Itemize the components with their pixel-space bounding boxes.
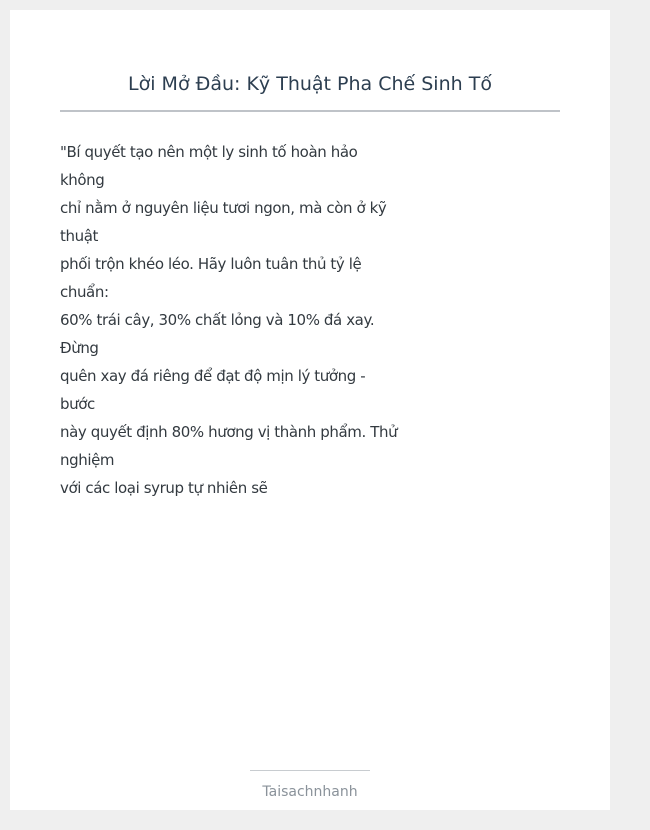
page-footer: Taisachnhanh (262, 784, 358, 800)
body-paragraph (60, 138, 420, 502)
body-line: thuật (60, 227, 98, 245)
body-line: chuẩn: (60, 283, 109, 301)
document-page (10, 10, 610, 810)
body-line: không (60, 171, 105, 189)
body-line: bước (60, 395, 95, 413)
title-divider (60, 110, 560, 112)
body-line: chỉ nằm ở nguyên liệu tươi ngon, mà còn ở kỹ (60, 199, 387, 217)
page-title: Lời Mở Đầu: Kỹ Thuật Pha Chế Sinh Tố (128, 73, 492, 95)
body-line: quên xay đá riêng để đạt độ mịn lý tưởng - (60, 367, 366, 385)
body-line: nghiệm (60, 451, 115, 469)
footer-divider (250, 770, 370, 771)
body-line: phối trộn khéo léo. Hãy luôn tuân thủ tỷ lệ (60, 255, 362, 273)
body-line: 60% trái cây, 30% chất lỏng và 10% đá xay. (60, 311, 375, 329)
body-line: Đừng (60, 339, 99, 357)
body-line: "Bí quyết tạo nên một ly sinh tố hoàn hảo (60, 143, 358, 161)
body-line: này quyết định 80% hương vị thành phẩm. Thử (60, 423, 398, 441)
body-line: với các loại syrup tự nhiên sẽ (60, 479, 268, 497)
